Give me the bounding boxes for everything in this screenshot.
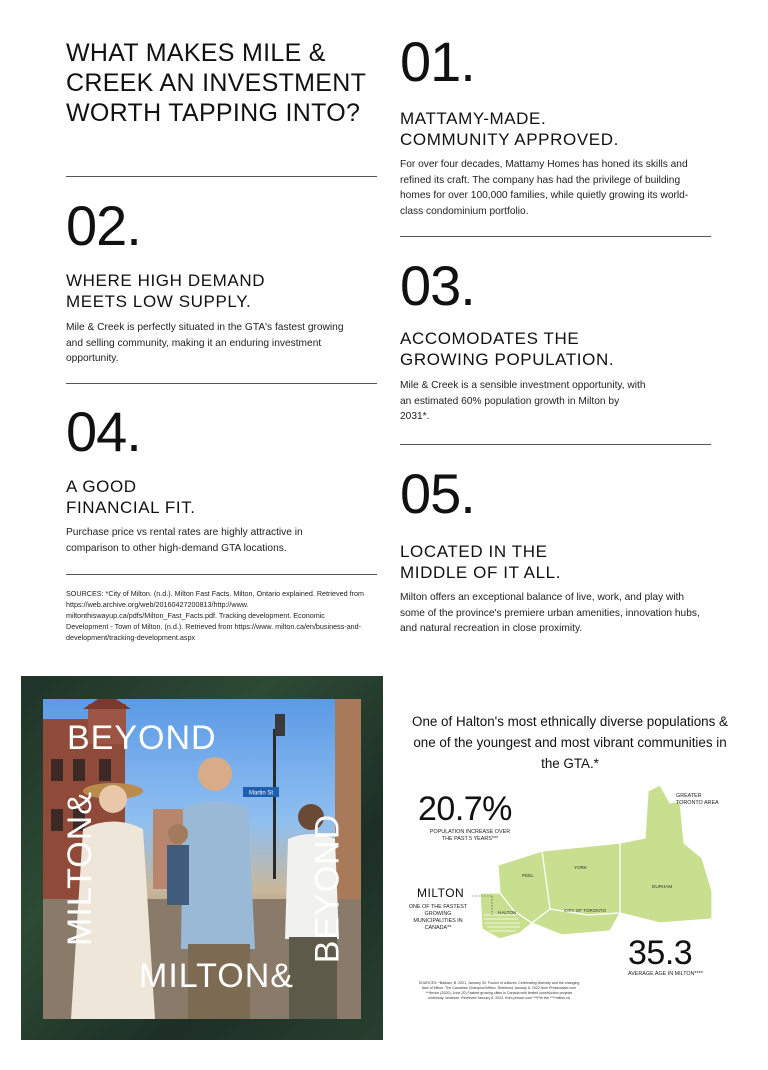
photo-word-beyond: BEYOND bbox=[67, 719, 217, 757]
person-head bbox=[168, 824, 188, 844]
traffic-light bbox=[275, 714, 285, 736]
divider bbox=[400, 444, 711, 445]
stat-population-increase-label: POPULATION INCREASE OVER THE PAST 5 YEARS*** bbox=[429, 829, 511, 842]
window bbox=[99, 759, 111, 781]
page-title: WHAT MAKES MILE & CREEK AN INVESTMENT WORTH TAPPING INTO? bbox=[66, 39, 366, 127]
gta-label: GREATER TORONTO AREA bbox=[676, 793, 719, 806]
person-head bbox=[198, 757, 232, 791]
toronto-label: CITY OF TORONTO bbox=[564, 908, 607, 913]
stat-population-increase: 20.7% bbox=[418, 790, 512, 828]
section-heading-line: FINANCIAL FIT. bbox=[66, 498, 196, 517]
photo-word-milton: MILTON& bbox=[139, 957, 294, 995]
divider bbox=[66, 383, 377, 384]
york-label: YORK bbox=[574, 865, 588, 870]
section-body-02: Mile & Creek is perfectly situated in the GTA's fastest growing and selling community, making it an enduring investment opportunity. bbox=[66, 322, 344, 364]
section-number-01: 01. bbox=[400, 30, 475, 93]
section-heading-line: A GOOD bbox=[66, 477, 137, 496]
section-heading-line: GROWING POPULATION. bbox=[400, 350, 615, 369]
stat-average-age-label: AVERAGE AGE IN MILTON**** bbox=[628, 971, 703, 977]
section-heading-line: LOCATED IN THE bbox=[400, 542, 548, 561]
milton-label: MILTON bbox=[417, 886, 465, 900]
photo-word-milton-vertical: MILTON& bbox=[61, 791, 99, 946]
infographic-headline: One of Halton's most ethnically diverse populations & one of the youngest and most vibrant communities in the GTA.* bbox=[412, 714, 728, 771]
section-heading-line: MATTAMY-MADE. bbox=[400, 109, 547, 128]
divider bbox=[66, 574, 377, 575]
sources-note: SOURCES: *City of Milton. (n.d.). Milton Fast Facts. Milton, Ontario explained. Retrieved from https://web.archive.org/web/20160427200813/http://www. miltonthiswayup.ca/pdfs/Milton_Fast_Facts.pdf. Tracking development. Economic Development - Town of Milton. (n.d.). Retrieved from https://www. milton.ca/en/business-and-development/tracking-development.aspx bbox=[66, 589, 364, 642]
section-body-01: For over four decades, Mattamy Homes has honed its skills and refined its craft. The company has had the privilege of building homes for over 100,000 families, while quietly growing its world-class condominium portfolio. bbox=[400, 159, 689, 217]
york-region bbox=[542, 843, 620, 915]
section-heading-line: MIDDLE OF IT ALL. bbox=[400, 563, 562, 582]
person-head bbox=[99, 785, 127, 813]
section-number-02: 02. bbox=[66, 194, 141, 257]
section-heading-02 bbox=[66, 270, 376, 312]
section-number-05: 05. bbox=[400, 462, 475, 525]
stat-average-age: 35.3 bbox=[628, 934, 693, 972]
section-heading-05 bbox=[400, 541, 710, 583]
durham-label: DURHAM bbox=[652, 884, 673, 889]
section-body-03: Mile & Creek is a sensible investment opportunity, with an estimated 60% population growth in Milton by 2031*. bbox=[400, 380, 646, 422]
section-body-05: Milton offers an exceptional balance of live, work, and play with some of the province's premiere urban amenities, innovation hubs, and natural recreation in close proximity. bbox=[400, 592, 700, 634]
divider bbox=[66, 176, 377, 177]
section-heading-line: MEETS LOW SUPPLY. bbox=[66, 292, 252, 311]
section-heading-line: ACCOMODATES THE bbox=[400, 329, 580, 348]
section-heading-04 bbox=[66, 476, 376, 518]
blue-shirt bbox=[181, 802, 255, 950]
window bbox=[51, 759, 63, 781]
section-body-04: Purchase price vs rental rates are highly attractive in comparison to other high-demand GTA locations. bbox=[66, 527, 303, 554]
photo-word-beyond-vertical: BEYOND bbox=[308, 813, 347, 964]
section-number-03: 03. bbox=[400, 254, 475, 317]
lifestyle-photo bbox=[43, 699, 361, 1019]
street-sign-text: Martin St bbox=[248, 790, 274, 797]
section-heading-line: COMMUNITY APPROVED. bbox=[400, 130, 619, 149]
milton-sublabel: ONE OF THE FASTEST GROWING MUNICIPALITIES IN CANADA** bbox=[408, 904, 468, 931]
halton-label: HALTON bbox=[498, 910, 517, 915]
window bbox=[73, 759, 85, 781]
section-heading-03 bbox=[400, 328, 710, 370]
jacket bbox=[167, 845, 189, 905]
peel-label: PEEL bbox=[522, 873, 534, 878]
infographic-footnote: SOURCES: *Badiani, B. 2021, January 30. Fusion of cultures: Celebrating diversity and the changing face of Milton. The Canadian Champion/Milton. Retrieved January 8, 2022 from Pressreader.com **Hector (2020). June 20) Fastest growing cities in Canada with limited construction projects underway. urbanize. Retrieved January 8, 2022, from precon.com ***Pre the ****milton.ca bbox=[418, 981, 580, 1000]
section-heading-01 bbox=[400, 108, 710, 150]
section-number-04: 04. bbox=[66, 400, 141, 463]
divider bbox=[400, 236, 711, 237]
street-pole bbox=[273, 729, 276, 879]
section-heading-line: WHERE HIGH DEMAND bbox=[66, 271, 266, 290]
